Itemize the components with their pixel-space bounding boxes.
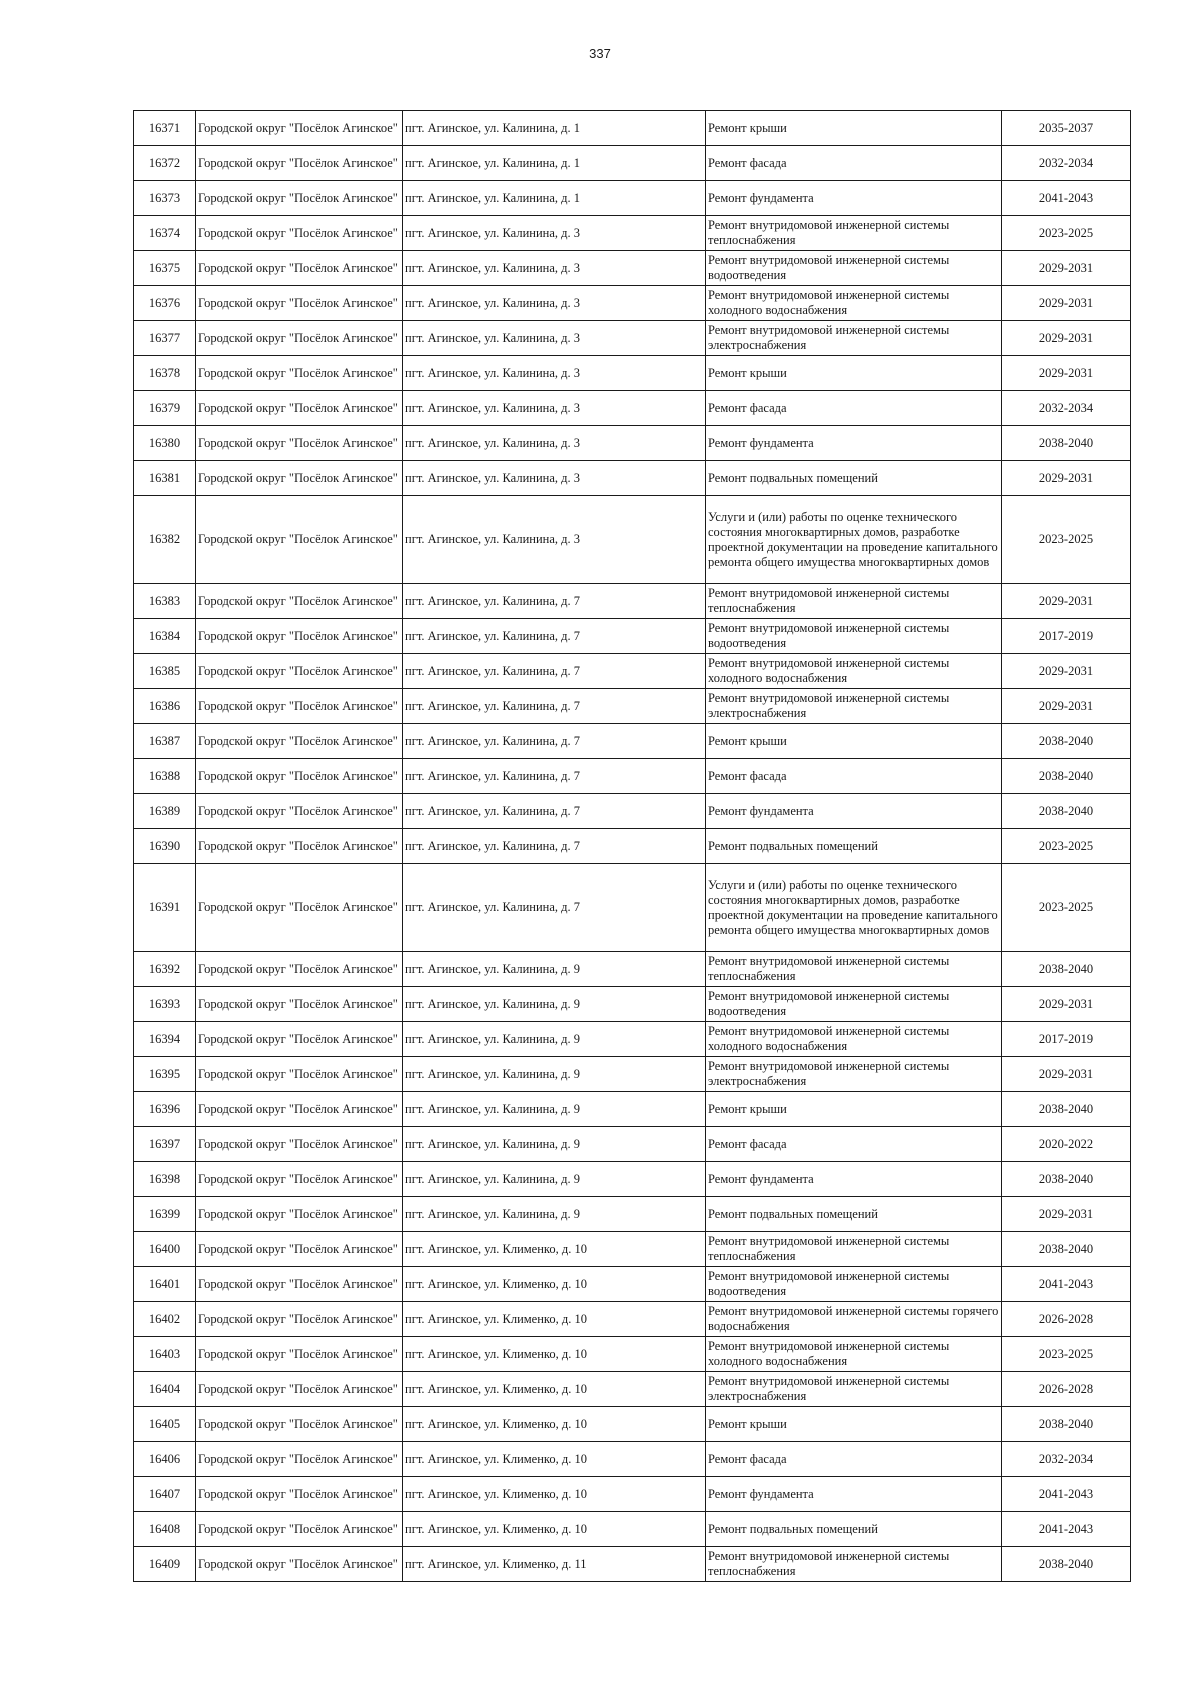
work-type-cell: Ремонт внутридомовой инженерной системы холодного водоснабжения [706, 286, 1002, 321]
period-cell: 2020-2022 [1002, 1127, 1131, 1162]
period-cell: 2029-2031 [1002, 987, 1131, 1022]
row-number: 16386 [134, 689, 196, 724]
address-cell: пгт. Агинское, ул. Калинина, д. 3 [403, 461, 706, 496]
municipality-cell: Городской округ "Посёлок Агинское" [196, 321, 403, 356]
period-cell: 2032-2034 [1002, 1442, 1131, 1477]
table-row [134, 461, 1131, 496]
table-row [134, 1477, 1131, 1512]
address-cell: пгт. Агинское, ул. Калинина, д. 3 [403, 356, 706, 391]
work-type-cell: Ремонт крыши [706, 724, 1002, 759]
address-cell: пгт. Агинское, ул. Калинина, д. 7 [403, 759, 706, 794]
row-number: 16376 [134, 286, 196, 321]
table-row [134, 321, 1131, 356]
period-cell: 2041-2043 [1002, 1477, 1131, 1512]
table-row [134, 689, 1131, 724]
table-row [134, 1127, 1131, 1162]
row-number: 16406 [134, 1442, 196, 1477]
table-row [134, 1162, 1131, 1197]
row-number: 16389 [134, 794, 196, 829]
period-cell: 2038-2040 [1002, 1162, 1131, 1197]
work-type-cell: Ремонт внутридомовой инженерной системы водоотведения [706, 619, 1002, 654]
address-cell: пгт. Агинское, ул. Калинина, д. 7 [403, 724, 706, 759]
municipality-cell: Городской округ "Посёлок Агинское" [196, 952, 403, 987]
table-row [134, 724, 1131, 759]
table-row [134, 1337, 1131, 1372]
work-type-cell: Ремонт фасада [706, 1127, 1002, 1162]
period-cell: 2017-2019 [1002, 1022, 1131, 1057]
municipality-cell: Городской округ "Посёлок Агинское" [196, 759, 403, 794]
municipality-cell: Городской округ "Посёлок Агинское" [196, 1337, 403, 1372]
table-row [134, 286, 1131, 321]
table-row [134, 987, 1131, 1022]
row-number: 16379 [134, 391, 196, 426]
work-type-cell: Ремонт фасада [706, 1442, 1002, 1477]
row-number: 16371 [134, 111, 196, 146]
table-body [134, 111, 1131, 1582]
municipality-cell: Городской округ "Посёлок Агинское" [196, 864, 403, 952]
row-number: 16408 [134, 1512, 196, 1547]
period-cell: 2038-2040 [1002, 952, 1131, 987]
period-cell: 2029-2031 [1002, 356, 1131, 391]
address-cell: пгт. Агинское, ул. Калинина, д. 1 [403, 146, 706, 181]
row-number: 16388 [134, 759, 196, 794]
row-number: 16394 [134, 1022, 196, 1057]
page-number: 337 [589, 46, 611, 61]
table-row [134, 356, 1131, 391]
address-cell: пгт. Агинское, ул. Клименко, д. 10 [403, 1477, 706, 1512]
row-number: 16374 [134, 216, 196, 251]
period-cell: 2029-2031 [1002, 584, 1131, 619]
period-cell: 2038-2040 [1002, 1092, 1131, 1127]
period-cell: 2038-2040 [1002, 1232, 1131, 1267]
municipality-cell: Городской округ "Посёлок Агинское" [196, 619, 403, 654]
municipality-cell: Городской округ "Посёлок Агинское" [196, 1477, 403, 1512]
municipality-cell: Городской округ "Посёлок Агинское" [196, 829, 403, 864]
row-number: 16380 [134, 426, 196, 461]
work-type-cell: Услуги и (или) работы по оценке технического состояния многоквартирных домов, разработке проектной документации на проведение капитального ремонта общего имущества многоквартирных домов [706, 864, 1002, 952]
municipality-cell: Городской округ "Посёлок Агинское" [196, 1372, 403, 1407]
table-row [134, 496, 1131, 584]
period-cell: 2029-2031 [1002, 654, 1131, 689]
row-number: 16373 [134, 181, 196, 216]
row-number: 16385 [134, 654, 196, 689]
municipality-cell: Городской округ "Посёлок Агинское" [196, 987, 403, 1022]
table-row [134, 391, 1131, 426]
municipality-cell: Городской округ "Посёлок Агинское" [196, 356, 403, 391]
address-cell: пгт. Агинское, ул. Калинина, д. 3 [403, 496, 706, 584]
row-number: 16375 [134, 251, 196, 286]
address-cell: пгт. Агинское, ул. Калинина, д. 3 [403, 426, 706, 461]
work-type-cell: Ремонт фундамента [706, 181, 1002, 216]
work-type-cell: Ремонт внутридомовой инженерной системы электроснабжения [706, 1057, 1002, 1092]
address-cell: пгт. Агинское, ул. Клименко, д. 10 [403, 1407, 706, 1442]
address-cell: пгт. Агинское, ул. Калинина, д. 7 [403, 829, 706, 864]
period-cell: 2029-2031 [1002, 461, 1131, 496]
row-number: 16400 [134, 1232, 196, 1267]
work-type-cell: Ремонт внутридомовой инженерной системы теплоснабжения [706, 216, 1002, 251]
address-cell: пгт. Агинское, ул. Калинина, д. 9 [403, 1092, 706, 1127]
municipality-cell: Городской округ "Посёлок Агинское" [196, 724, 403, 759]
row-number: 16396 [134, 1092, 196, 1127]
address-cell: пгт. Агинское, ул. Калинина, д. 3 [403, 251, 706, 286]
row-number: 16372 [134, 146, 196, 181]
address-cell: пгт. Агинское, ул. Клименко, д. 10 [403, 1372, 706, 1407]
address-cell: пгт. Агинское, ул. Клименко, д. 10 [403, 1512, 706, 1547]
work-type-cell: Ремонт внутридомовой инженерной системы водоотведения [706, 1267, 1002, 1302]
municipality-cell: Городской округ "Посёлок Агинское" [196, 1162, 403, 1197]
municipality-cell: Городской округ "Посёлок Агинское" [196, 216, 403, 251]
work-type-cell: Ремонт внутридомовой инженерной системы электроснабжения [706, 689, 1002, 724]
work-type-cell: Ремонт внутридомовой инженерной системы холодного водоснабжения [706, 1022, 1002, 1057]
table-row [134, 794, 1131, 829]
work-type-cell: Ремонт внутридомовой инженерной системы теплоснабжения [706, 1232, 1002, 1267]
table-row [134, 1512, 1131, 1547]
address-cell: пгт. Агинское, ул. Калинина, д. 7 [403, 654, 706, 689]
address-cell: пгт. Агинское, ул. Калинина, д. 9 [403, 952, 706, 987]
municipality-cell: Городской округ "Посёлок Агинское" [196, 1302, 403, 1337]
address-cell: пгт. Агинское, ул. Калинина, д. 9 [403, 1022, 706, 1057]
address-cell: пгт. Агинское, ул. Клименко, д. 10 [403, 1337, 706, 1372]
row-number: 16381 [134, 461, 196, 496]
work-type-cell: Ремонт внутридомовой инженерной системы теплоснабжения [706, 584, 1002, 619]
table-row [134, 829, 1131, 864]
table-row [134, 1022, 1131, 1057]
period-cell: 2038-2040 [1002, 794, 1131, 829]
period-cell: 2023-2025 [1002, 216, 1131, 251]
row-number: 16377 [134, 321, 196, 356]
work-type-cell: Ремонт фасада [706, 759, 1002, 794]
municipality-cell: Городской округ "Посёлок Агинское" [196, 111, 403, 146]
address-cell: пгт. Агинское, ул. Клименко, д. 10 [403, 1302, 706, 1337]
municipality-cell: Городской округ "Посёлок Агинское" [196, 251, 403, 286]
period-cell: 2029-2031 [1002, 1057, 1131, 1092]
work-type-cell: Ремонт внутридомовой инженерной системы электроснабжения [706, 321, 1002, 356]
address-cell: пгт. Агинское, ул. Калинина, д. 3 [403, 216, 706, 251]
period-cell: 2026-2028 [1002, 1372, 1131, 1407]
work-type-cell: Ремонт фундамента [706, 1162, 1002, 1197]
period-cell: 2038-2040 [1002, 1547, 1131, 1582]
work-type-cell: Ремонт фасада [706, 146, 1002, 181]
work-type-cell: Ремонт крыши [706, 356, 1002, 391]
period-cell: 2029-2031 [1002, 689, 1131, 724]
row-number: 16384 [134, 619, 196, 654]
municipality-cell: Городской округ "Посёлок Агинское" [196, 1547, 403, 1582]
period-cell: 2038-2040 [1002, 759, 1131, 794]
work-type-cell: Ремонт внутридомовой инженерной системы электроснабжения [706, 1372, 1002, 1407]
address-cell: пгт. Агинское, ул. Клименко, д. 10 [403, 1232, 706, 1267]
address-cell: пгт. Агинское, ул. Калинина, д. 9 [403, 1162, 706, 1197]
work-type-cell: Ремонт подвальных помещений [706, 1512, 1002, 1547]
table-row [134, 1547, 1131, 1582]
period-cell: 2041-2043 [1002, 1267, 1131, 1302]
work-type-cell: Ремонт внутридомовой инженерной системы теплоснабжения [706, 1547, 1002, 1582]
work-type-cell: Ремонт фундамента [706, 1477, 1002, 1512]
address-cell: пгт. Агинское, ул. Клименко, д. 10 [403, 1442, 706, 1477]
municipality-cell: Городской округ "Посёлок Агинское" [196, 1057, 403, 1092]
municipality-cell: Городской округ "Посёлок Агинское" [196, 286, 403, 321]
municipality-cell: Городской округ "Посёлок Агинское" [196, 496, 403, 584]
row-number: 16378 [134, 356, 196, 391]
address-cell: пгт. Агинское, ул. Калинина, д. 9 [403, 1197, 706, 1232]
period-cell: 2029-2031 [1002, 1197, 1131, 1232]
period-cell: 2032-2034 [1002, 391, 1131, 426]
row-number: 16383 [134, 584, 196, 619]
municipality-cell: Городской округ "Посёлок Агинское" [196, 146, 403, 181]
municipality-cell: Городской округ "Посёлок Агинское" [196, 391, 403, 426]
table-row [134, 1302, 1131, 1337]
period-cell: 2038-2040 [1002, 1407, 1131, 1442]
table-row [134, 654, 1131, 689]
address-cell: пгт. Агинское, ул. Калинина, д. 9 [403, 1127, 706, 1162]
period-cell: 2041-2043 [1002, 181, 1131, 216]
table-row [134, 426, 1131, 461]
work-type-cell: Ремонт внутридомовой инженерной системы холодного водоснабжения [706, 654, 1002, 689]
row-number: 16405 [134, 1407, 196, 1442]
table-row [134, 1442, 1131, 1477]
address-cell: пгт. Агинское, ул. Калинина, д. 7 [403, 584, 706, 619]
municipality-cell: Городской округ "Посёлок Агинское" [196, 1197, 403, 1232]
row-number: 16407 [134, 1477, 196, 1512]
period-cell: 2023-2025 [1002, 864, 1131, 952]
municipality-cell: Городской округ "Посёлок Агинское" [196, 1442, 403, 1477]
municipality-cell: Городской округ "Посёлок Агинское" [196, 181, 403, 216]
address-cell: пгт. Агинское, ул. Калинина, д. 9 [403, 1057, 706, 1092]
address-cell: пгт. Агинское, ул. Калинина, д. 7 [403, 619, 706, 654]
table-row [134, 759, 1131, 794]
table-row [134, 1232, 1131, 1267]
table-row [134, 952, 1131, 987]
address-cell: пгт. Агинское, ул. Калинина, д. 3 [403, 321, 706, 356]
row-number: 16399 [134, 1197, 196, 1232]
table-row [134, 251, 1131, 286]
address-cell: пгт. Агинское, ул. Калинина, д. 1 [403, 111, 706, 146]
table-row [134, 1267, 1131, 1302]
table-row [134, 584, 1131, 619]
work-type-cell: Ремонт внутридомовой инженерной системы холодного водоснабжения [706, 1337, 1002, 1372]
table-row [134, 1197, 1131, 1232]
row-number: 16397 [134, 1127, 196, 1162]
municipality-cell: Городской округ "Посёлок Агинское" [196, 654, 403, 689]
row-number: 16387 [134, 724, 196, 759]
row-number: 16382 [134, 496, 196, 584]
period-cell: 2032-2034 [1002, 146, 1131, 181]
repair-schedule-table [133, 110, 1131, 1582]
work-type-cell: Ремонт крыши [706, 1407, 1002, 1442]
work-type-cell: Ремонт внутридомовой инженерной системы водоотведения [706, 987, 1002, 1022]
work-type-cell: Ремонт внутридомовой инженерной системы водоотведения [706, 251, 1002, 286]
municipality-cell: Городской округ "Посёлок Агинское" [196, 461, 403, 496]
municipality-cell: Городской округ "Посёлок Агинское" [196, 1407, 403, 1442]
row-number: 16391 [134, 864, 196, 952]
address-cell: пгт. Агинское, ул. Калинина, д. 9 [403, 987, 706, 1022]
row-number: 16398 [134, 1162, 196, 1197]
work-type-cell: Ремонт внутридомовой инженерной системы горячего водоснабжения [706, 1302, 1002, 1337]
work-type-cell: Услуги и (или) работы по оценке технического состояния многоквартирных домов, разработке проектной документации на проведение капитального ремонта общего имущества многоквартирных домов [706, 496, 1002, 584]
municipality-cell: Городской округ "Посёлок Агинское" [196, 1267, 403, 1302]
municipality-cell: Городской округ "Посёлок Агинское" [196, 1512, 403, 1547]
work-type-cell: Ремонт фундамента [706, 794, 1002, 829]
work-type-cell: Ремонт крыши [706, 1092, 1002, 1127]
period-cell: 2029-2031 [1002, 321, 1131, 356]
address-cell: пгт. Агинское, ул. Калинина, д. 3 [403, 391, 706, 426]
row-number: 16395 [134, 1057, 196, 1092]
municipality-cell: Городской округ "Посёлок Агинское" [196, 1022, 403, 1057]
work-type-cell: Ремонт фасада [706, 391, 1002, 426]
table-row [134, 146, 1131, 181]
address-cell: пгт. Агинское, ул. Калинина, д. 7 [403, 864, 706, 952]
table-row [134, 111, 1131, 146]
address-cell: пгт. Агинское, ул. Калинина, д. 7 [403, 794, 706, 829]
period-cell: 2029-2031 [1002, 286, 1131, 321]
row-number: 16392 [134, 952, 196, 987]
table-row [134, 216, 1131, 251]
row-number: 16409 [134, 1547, 196, 1582]
address-cell: пгт. Агинское, ул. Калинина, д. 3 [403, 286, 706, 321]
work-type-cell: Ремонт фундамента [706, 426, 1002, 461]
period-cell: 2029-2031 [1002, 251, 1131, 286]
table-row [134, 864, 1131, 952]
period-cell: 2023-2025 [1002, 829, 1131, 864]
municipality-cell: Городской округ "Посёлок Агинское" [196, 426, 403, 461]
municipality-cell: Городской округ "Посёлок Агинское" [196, 1092, 403, 1127]
municipality-cell: Городской округ "Посёлок Агинское" [196, 794, 403, 829]
address-cell: пгт. Агинское, ул. Калинина, д. 7 [403, 689, 706, 724]
table-row [134, 1092, 1131, 1127]
period-cell: 2038-2040 [1002, 724, 1131, 759]
row-number: 16403 [134, 1337, 196, 1372]
period-cell: 2017-2019 [1002, 619, 1131, 654]
work-type-cell: Ремонт подвальных помещений [706, 461, 1002, 496]
address-cell: пгт. Агинское, ул. Клименко, д. 10 [403, 1267, 706, 1302]
work-type-cell: Ремонт подвальных помещений [706, 829, 1002, 864]
address-cell: пгт. Агинское, ул. Калинина, д. 1 [403, 181, 706, 216]
row-number: 16402 [134, 1302, 196, 1337]
row-number: 16393 [134, 987, 196, 1022]
period-cell: 2023-2025 [1002, 496, 1131, 584]
period-cell: 2038-2040 [1002, 426, 1131, 461]
row-number: 16390 [134, 829, 196, 864]
period-cell: 2041-2043 [1002, 1512, 1131, 1547]
period-cell: 2023-2025 [1002, 1337, 1131, 1372]
period-cell: 2026-2028 [1002, 1302, 1131, 1337]
row-number: 16404 [134, 1372, 196, 1407]
municipality-cell: Городской округ "Посёлок Агинское" [196, 1127, 403, 1162]
address-cell: пгт. Агинское, ул. Клименко, д. 11 [403, 1547, 706, 1582]
table-row [134, 1407, 1131, 1442]
work-type-cell: Ремонт подвальных помещений [706, 1197, 1002, 1232]
period-cell: 2035-2037 [1002, 111, 1131, 146]
table-row [134, 1057, 1131, 1092]
table-row [134, 1372, 1131, 1407]
work-type-cell: Ремонт крыши [706, 111, 1002, 146]
table-row [134, 181, 1131, 216]
work-type-cell: Ремонт внутридомовой инженерной системы теплоснабжения [706, 952, 1002, 987]
municipality-cell: Городской округ "Посёлок Агинское" [196, 584, 403, 619]
municipality-cell: Городской округ "Посёлок Агинское" [196, 689, 403, 724]
municipality-cell: Городской округ "Посёлок Агинское" [196, 1232, 403, 1267]
table-row [134, 619, 1131, 654]
row-number: 16401 [134, 1267, 196, 1302]
